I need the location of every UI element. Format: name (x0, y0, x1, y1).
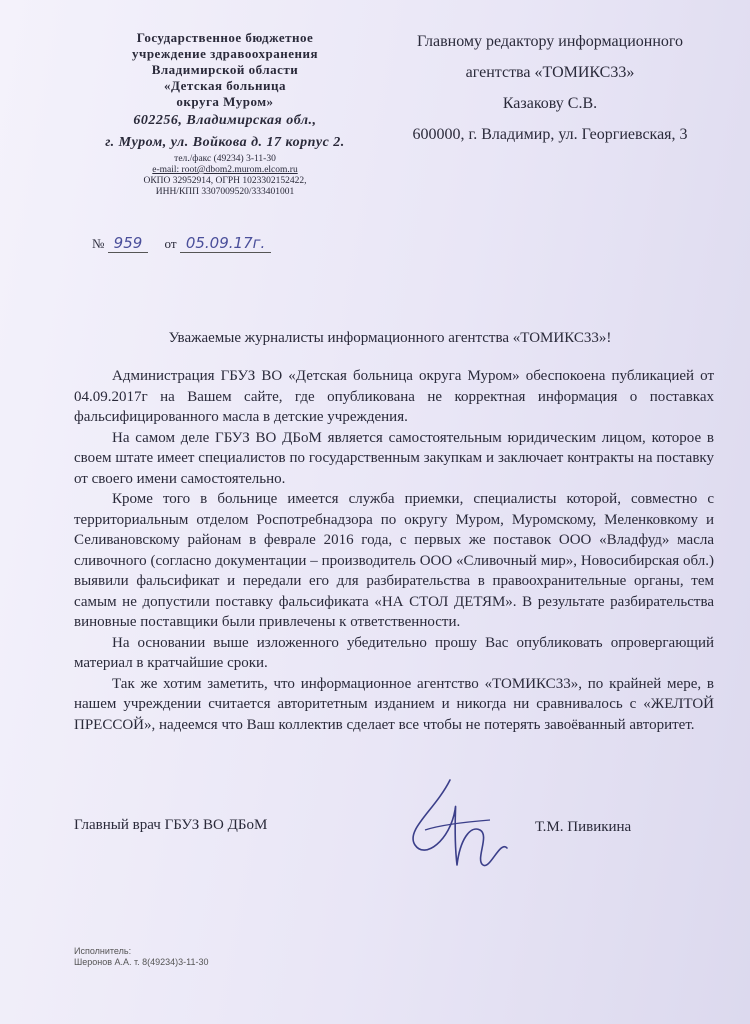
reg-date-value: 05.09.17г. (180, 234, 271, 253)
sender-okpo: ОКПО 32952914, ОГРН 1023302152422, (143, 176, 307, 186)
body-paragraph: Администрация ГБУЗ ВО «Детская больница округа Муром» обеспокоена публикацией от 04.09.2017г на Вашем сайте, где опубликована не корректная информация о поставках фальсифицированного масла в детские учреждения. (74, 368, 714, 425)
registration-line (92, 234, 271, 252)
sender-org-line: Владимирской области (151, 62, 299, 77)
signatory-name: Т.М. Пивикина (535, 819, 632, 835)
sender-org-line: учреждение здравоохранения (131, 46, 318, 61)
sender-org-line: Государственное бюджетное (136, 30, 314, 45)
sender-email: e-mail: root@dbom2.murom.elcom.ru (152, 165, 298, 175)
sender-inn: ИНН/КПП 3307009520/333401001 (155, 187, 295, 197)
reg-number-value: 959 (108, 234, 149, 253)
sender-address-line: 602256, Владимирская обл., (133, 113, 317, 128)
executor-contact: Шеронов А.А. т. 8(49234)3-11-30 (74, 957, 209, 967)
reg-date-label: от (164, 236, 177, 251)
recipient-line: 600000, г. Владимир, ул. Георгиевская, 3 (412, 126, 688, 143)
body-paragraph: Так же хотим заметить, что информационное агентство «ТОМИКС33», по крайней мере, в нашем учреждении считается авторитетным изданием и никогда ни сравнивалось с «ЖЕЛТОЙ ПРЕССОЙ», надеемся что Ваш коллектив сделает все чтобы не потерять завоёванный авторитет. (74, 675, 714, 733)
body-paragraph: На основании выше изложенного убедительно прошу Вас опубликовать опровергающий материал в кратчайшие сроки. (74, 634, 714, 671)
recipient-line: Казакову С.В. (502, 95, 598, 112)
executor-label: Исполнитель: (74, 946, 132, 956)
recipient-block (380, 26, 720, 150)
recipient-line: агентства «ТОМИКС33» (465, 64, 635, 81)
sender-letterhead (60, 30, 390, 198)
sender-phone: тел./факс (49234) 3-11-30 (174, 154, 276, 164)
reg-number-label: № (92, 236, 105, 251)
sender-org-line: округа Муром» (176, 94, 274, 109)
sender-address-line: г. Муром, ул. Войкова д. 17 корпус 2. (105, 135, 345, 150)
handwritten-signature (395, 770, 525, 880)
sender-org-line: «Детская больница (163, 78, 287, 93)
recipient-line: Главному редактору информационного (416, 33, 684, 50)
body-paragraph: На самом деле ГБУЗ ВО ДБоМ является самостоятельным юридическим лицом, которое в своем штате имеет специалистов по государственным закупкам и заключает контракты на поставку от своего имени самостоятельно. (74, 429, 714, 487)
letter-body (74, 366, 714, 735)
body-paragraph: Кроме того в больнице имеется служба приемки, специалисты которой, совместно с территориальным отделом Роспотребнадзора по округу Муром, Муромскому, Меленковкому и Селивановскому районам в феврале 2016 года, с первых же поставок ООО «Владфуд» масла сливочного (согласно документации – производитель ООО «Сливочный мир», Новосибирская обл.) выявили фальсификат и передали его для разбирательства в правоохранительные органы, тем самым не допустили поставку фальсификата «НА СТОЛ ДЕТЯМ». В результате разбирательства виновные поставщики были привлечены к ответственности. (74, 491, 714, 630)
signatory-title: Главный врач ГБУЗ ВО ДБоМ (74, 817, 268, 833)
letter-greeting: Уважаемые журналисты информационного агентства «ТОМИКС33»! (168, 330, 612, 346)
executor-footer (74, 946, 209, 968)
